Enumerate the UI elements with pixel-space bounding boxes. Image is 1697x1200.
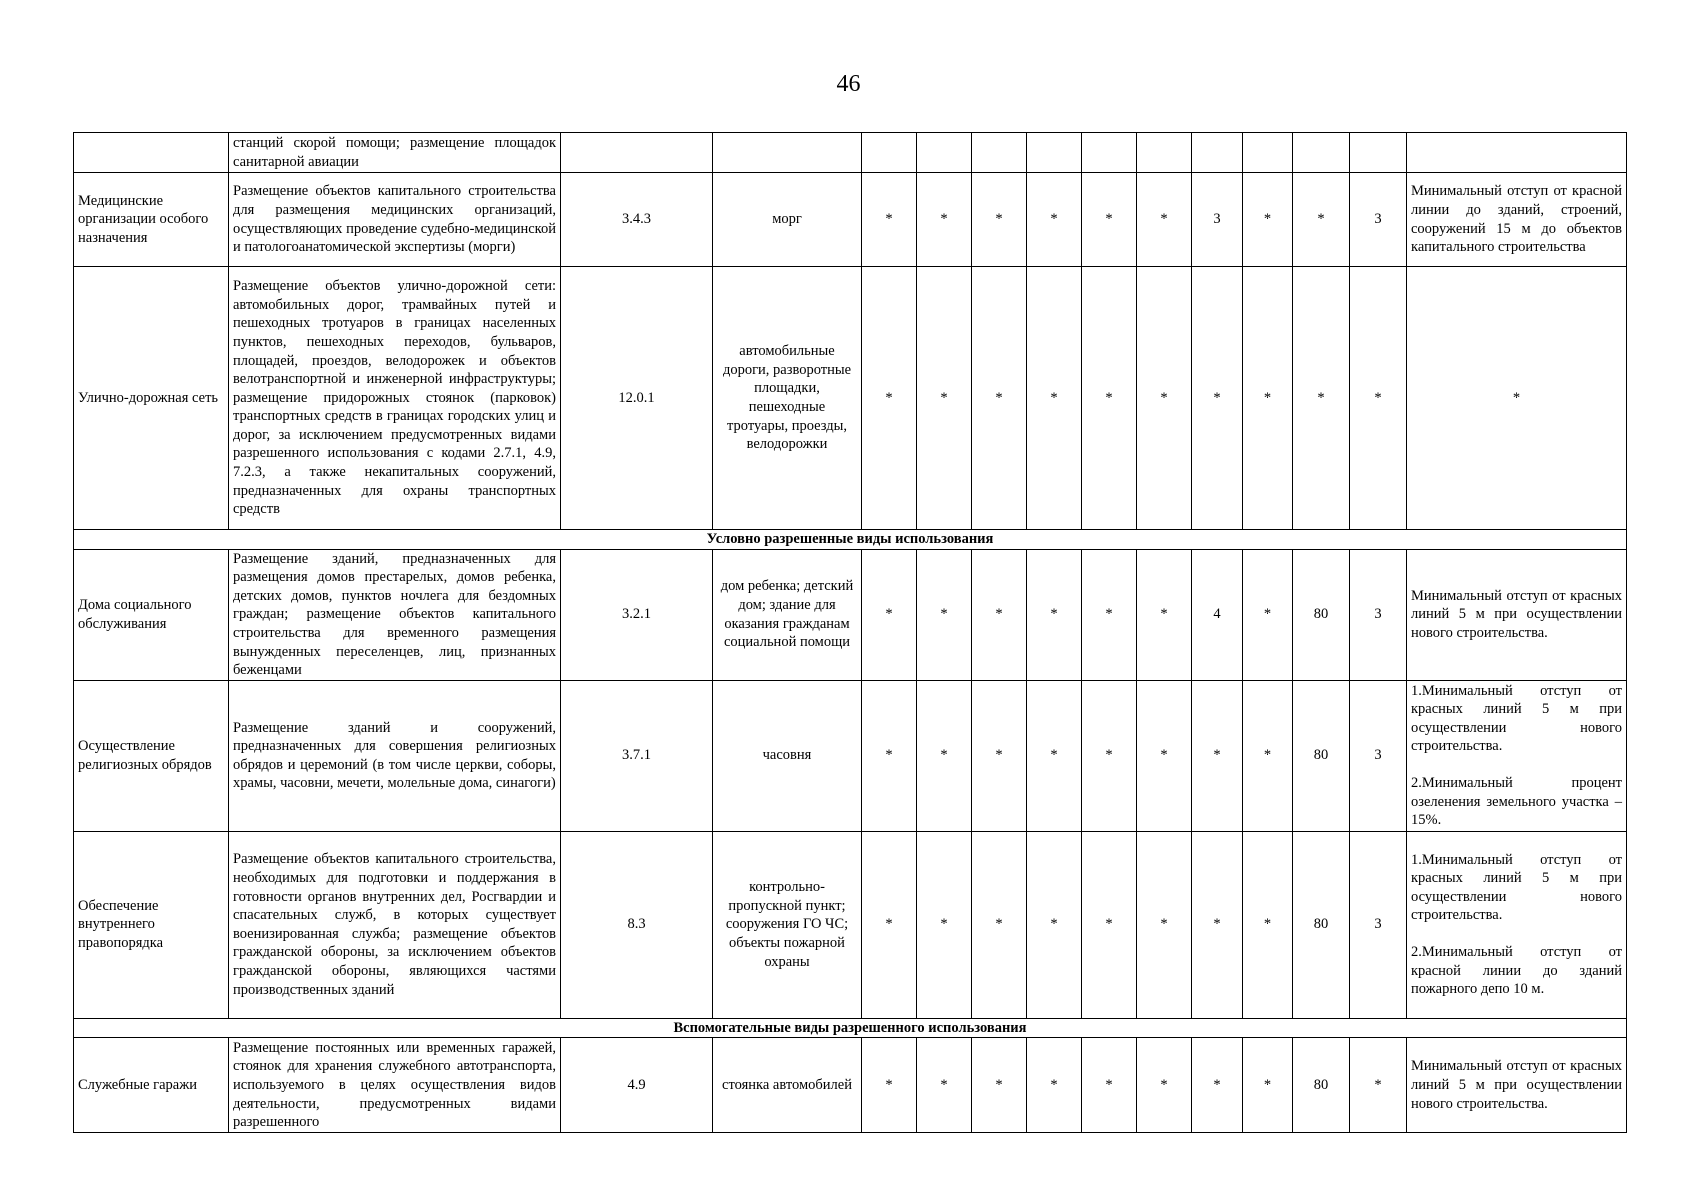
parameter-cell: * — [1293, 173, 1350, 267]
parameter-cell: * — [1082, 680, 1137, 831]
parameter-cell: * — [1243, 831, 1293, 1018]
note-text-2: 2.Минимальный процент озеленения земельного участка – 15%. — [1411, 775, 1622, 829]
note-text: Минимальный отступ от красных линий 5 м при осуществлении нового строительства. — [1411, 587, 1622, 641]
use-description-cell: Размещение постоянных или временных гаражей, стоянок для хранения служебного автотранспорта, используемого в целях осуществления видов деятельности, предусмотренных видами разрешенного — [229, 1038, 561, 1133]
permitted-objects-cell: автомобильные дороги, разворотные площадки, пешеходные тротуары, проезды, велодорожки — [713, 267, 862, 530]
section-row — [74, 530, 1627, 550]
parameter-cell: 3 — [1192, 173, 1243, 267]
parameter-cell — [1082, 133, 1137, 173]
use-description-cell: станций скорой помощи; размещение площадок санитарной авиации — [229, 133, 561, 173]
parameter-cell: * — [917, 1038, 972, 1133]
use-name-cell: Служебные гаражи — [74, 1038, 229, 1133]
parameter-cell — [1243, 133, 1293, 173]
parameter-cell: * — [1027, 680, 1082, 831]
parameter-cell: * — [1082, 1038, 1137, 1133]
table-body — [74, 133, 1627, 1133]
use-name-cell: Медицинские организации особого назначения — [74, 173, 229, 267]
permitted-objects-cell: контрольно-пропускной пункт; сооружения ГО ЧС; объекты пожарной охраны — [713, 831, 862, 1018]
parameter-cell — [1137, 133, 1192, 173]
use-description-cell: Размещение объектов улично-дорожной сети: автомобильных дорог, трамвайных путей и пешеходных тротуаров в границах населенных пунктов, пешеходных переходов, бульваров, площадей, проездов, велодорожек и объектов велотранспортной и инженерной инфраструктуры; размещение придорожных стоянок (парковок) транспортных средств в границах городских улиц и дорог, за исключением предусмотренных видами разрешенного использования с кодами 2.7.1, 4.9, 7.2.3, а также некапитальных сооружений, предназначенных для охраны транспортных средств — [229, 267, 561, 530]
parameter-cell: * — [1137, 1038, 1192, 1133]
parameter-cell: * — [1027, 1038, 1082, 1133]
parameter-cell: * — [1027, 549, 1082, 680]
use-name-cell — [74, 133, 229, 173]
parameter-cell: 3 — [1350, 173, 1407, 267]
parameter-cell: * — [1027, 831, 1082, 1018]
use-name-cell: Обеспечение внутреннего правопорядка — [74, 831, 229, 1018]
table-row — [74, 549, 1627, 680]
parameter-cell: * — [972, 1038, 1027, 1133]
parameter-cell: * — [917, 173, 972, 267]
parameter-cell: * — [1137, 173, 1192, 267]
parameter-cell: * — [1243, 173, 1293, 267]
parameter-cell: * — [972, 267, 1027, 530]
parameter-cell — [917, 133, 972, 173]
parameter-cell: * — [917, 680, 972, 831]
use-description-cell: Размещение объектов капитального строительства для размещения медицинских организаций, осуществляющих проведение судебно-медицинской и патологоанатомической экспертизы (морги) — [229, 173, 561, 267]
use-code-cell: 3.4.3 — [561, 173, 713, 267]
parameter-cell: * — [1192, 267, 1243, 530]
parameter-cell: * — [972, 831, 1027, 1018]
parameter-cell: * — [1027, 267, 1082, 530]
note-cell — [1407, 133, 1627, 173]
table-row — [74, 267, 1627, 530]
table-row — [74, 680, 1627, 831]
note-cell — [1407, 1038, 1627, 1133]
parameter-cell: 4 — [1192, 549, 1243, 680]
parameter-cell: * — [1243, 1038, 1293, 1133]
table-row — [74, 1038, 1627, 1133]
note-cell — [1407, 680, 1627, 831]
parameter-cell: * — [862, 680, 917, 831]
use-name-cell: Дома социального обслуживания — [74, 549, 229, 680]
parameter-cell: * — [972, 173, 1027, 267]
parameter-cell: * — [1082, 549, 1137, 680]
note-text-2: 2.Минимальный отступ от красной линии до зданий пожарного депо 10 м. — [1411, 944, 1622, 998]
permitted-objects-cell: стоянка автомобилей — [713, 1038, 862, 1133]
parameter-cell: * — [862, 267, 917, 530]
note-text: Минимальный отступ от красной линии до зданий, строений, сооружений 15 м до объектов капитального строительства — [1411, 183, 1622, 256]
note-cell — [1407, 173, 1627, 267]
parameter-cell: 80 — [1293, 1038, 1350, 1133]
section-heading: Условно разрешенные виды использования — [74, 530, 1627, 550]
use-code-cell: 12.0.1 — [561, 267, 713, 530]
use-code-cell: 8.3 — [561, 831, 713, 1018]
parameter-cell — [1192, 133, 1243, 173]
parameter-cell: * — [862, 173, 917, 267]
parameter-cell: * — [1082, 831, 1137, 1018]
parameter-cell: * — [1137, 831, 1192, 1018]
use-code-cell: 4.9 — [561, 1038, 713, 1133]
note-cell — [1407, 267, 1627, 530]
permitted-objects-cell: дом ребенка; детский дом; здание для оказания гражданам социальной помощи — [713, 549, 862, 680]
parameter-cell: * — [862, 831, 917, 1018]
parameter-cell: 80 — [1293, 680, 1350, 831]
table-row — [74, 133, 1627, 173]
parameter-cell: 80 — [1293, 549, 1350, 680]
note-cell — [1407, 549, 1627, 680]
parameter-cell: * — [917, 267, 972, 530]
note-text: * — [1512, 389, 1521, 406]
parameter-cell: * — [1350, 267, 1407, 530]
permitted-objects-cell: морг — [713, 173, 862, 267]
use-code-cell: 3.2.1 — [561, 549, 713, 680]
parameter-cell — [1350, 133, 1407, 173]
parameter-cell: * — [972, 549, 1027, 680]
use-description-cell: Размещение зданий и сооружений, предназначенных для совершения религиозных обрядов и церемоний (в том числе церкви, соборы, храмы, часовни, мечети, молельные дома, синагоги) — [229, 680, 561, 831]
use-name-cell: Осуществление религиозных обрядов — [74, 680, 229, 831]
parameter-cell: * — [862, 549, 917, 680]
use-code-cell — [561, 133, 713, 173]
parameter-cell: * — [1192, 1038, 1243, 1133]
table-row — [74, 173, 1627, 267]
note-text: 1.Минимальный отступ от красных линий 5 м при осуществлении нового строительства. — [1411, 682, 1622, 755]
note-text: 1.Минимальный отступ от красных линий 5 м при осуществлении нового строительства. — [1411, 851, 1622, 924]
parameter-cell: * — [1243, 549, 1293, 680]
parameter-cell: * — [1243, 267, 1293, 530]
parameter-cell: * — [917, 831, 972, 1018]
parameter-cell: * — [862, 1038, 917, 1133]
parameter-cell: 3 — [1350, 831, 1407, 1018]
parameter-cell: * — [1192, 680, 1243, 831]
parameter-cell: * — [1027, 173, 1082, 267]
use-code-cell: 3.7.1 — [561, 680, 713, 831]
parameter-cell: * — [1192, 831, 1243, 1018]
permitted-objects-cell: часовня — [713, 680, 862, 831]
parameter-cell: * — [1082, 173, 1137, 267]
use-description-cell: Размещение объектов капитального строительства, необходимых для подготовки и поддержания в готовности органов внутренних дел, Росгвардии и спасательных служб, в которых существует военизированная служба; размещение объектов гражданской обороны, за исключением объектов гражданской обороны, являющихся частями производственных зданий — [229, 831, 561, 1018]
parameter-cell: * — [1137, 549, 1192, 680]
permitted-objects-cell — [713, 133, 862, 173]
parameter-cell: * — [1137, 267, 1192, 530]
parameter-cell — [1293, 133, 1350, 173]
parameter-cell — [1027, 133, 1082, 173]
parameter-cell — [972, 133, 1027, 173]
section-heading: Вспомогательные виды разрешенного использования — [74, 1018, 1627, 1038]
parameter-cell: * — [1082, 267, 1137, 530]
parameter-cell: 3 — [1350, 680, 1407, 831]
parameter-cell: 80 — [1293, 831, 1350, 1018]
parameter-cell: * — [1293, 267, 1350, 530]
note-cell — [1407, 831, 1627, 1018]
note-text: Минимальный отступ от красных линий 5 м при осуществлении нового строительства. — [1411, 1058, 1622, 1112]
page-number: 46 — [836, 71, 861, 97]
parameter-cell: * — [917, 549, 972, 680]
parameter-cell: 3 — [1350, 549, 1407, 680]
use-name-cell: Улично-дорожная сеть — [74, 267, 229, 530]
section-row — [74, 1018, 1627, 1038]
parameter-cell — [862, 133, 917, 173]
land-use-table — [73, 132, 1627, 1133]
parameter-cell: * — [972, 680, 1027, 831]
parameter-cell: * — [1350, 1038, 1407, 1133]
parameter-cell: * — [1137, 680, 1192, 831]
table-row — [74, 831, 1627, 1018]
use-description-cell: Размещение зданий, предназначенных для размещения домов престарелых, домов ребенка, детских домов, пунктов ночлега для бездомных граждан; размещение объектов капитального строительства для временного размещения вынужденных переселенцев, лиц, признанных беженцами — [229, 549, 561, 680]
parameter-cell: * — [1243, 680, 1293, 831]
